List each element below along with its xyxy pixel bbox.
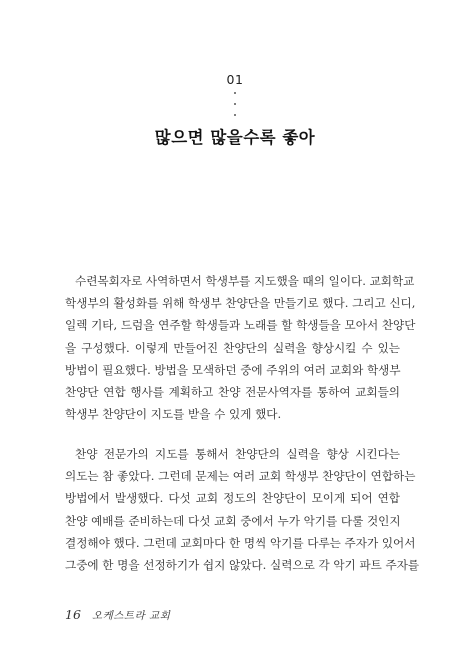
text-line: 일렉 기타, 드럼을 연주할 학생들과 노래를 할 학생들을 모아서 찬양단 bbox=[65, 318, 416, 333]
body-paragraph-1 bbox=[65, 270, 416, 425]
text-line: 찬양 예배를 준비하는데 다섯 교회 중에서 누가 악기를 다룰 것인지 bbox=[65, 513, 401, 528]
chapter-title: 많으면 많을수록 좋아 bbox=[154, 128, 316, 147]
text-line: 의도는 참 좋았다. 그런데 문제는 여러 교회 학생부 찬양단이 연합하는 bbox=[65, 469, 416, 484]
chapter-divider-dots bbox=[233, 92, 237, 125]
text-line: 그중에 한 명을 선정하기가 쉽지 않았다. 실력으로 각 악기 파트 주자를 bbox=[65, 557, 420, 572]
text-line: 결정해야 했다. 그런데 교회마다 한 명씩 악기를 다루는 주자가 있어서 bbox=[65, 535, 416, 550]
divider-dot bbox=[234, 114, 236, 116]
text-line: 학생부의 활성화를 위해 학생부 찬양단을 만들기로 했다. 그리고 신디, bbox=[65, 296, 416, 311]
divider-dot bbox=[234, 92, 236, 94]
text-line: 방법에서 발생했다. 다섯 교회 정도의 찬양단이 모이게 되어 연합 bbox=[65, 491, 400, 506]
text-line: 수련목회자로 사역하면서 학생부를 지도했을 때의 일이다. 교회학교 bbox=[75, 274, 415, 288]
running-book-title: 오케스트라 교회 bbox=[92, 610, 171, 622]
text-line: 방법이 필요했다. 방법을 모색하던 중에 주위의 여러 교회와 학생부 bbox=[65, 362, 401, 377]
text-line: 찬양 전문가의 지도를 통해서 찬양단의 실력을 향상 시킨다는 bbox=[75, 447, 400, 461]
text-line: 찬양단 연합 행사를 계획하고 찬양 전문사역자를 통하여 교회들의 bbox=[65, 384, 400, 399]
body-paragraph-2 bbox=[65, 443, 420, 576]
chapter-number: 01 bbox=[226, 72, 244, 87]
text-line: 학생부 찬양단이 지도를 받을 수 있게 했다. bbox=[65, 407, 282, 422]
page-number: 16 bbox=[65, 607, 81, 622]
page-footer bbox=[65, 604, 170, 623]
divider-dot bbox=[234, 103, 236, 105]
text-line: 을 구성했다. 이렇게 만들어진 찬양단의 실력을 향상시킬 수 있는 bbox=[65, 340, 400, 355]
